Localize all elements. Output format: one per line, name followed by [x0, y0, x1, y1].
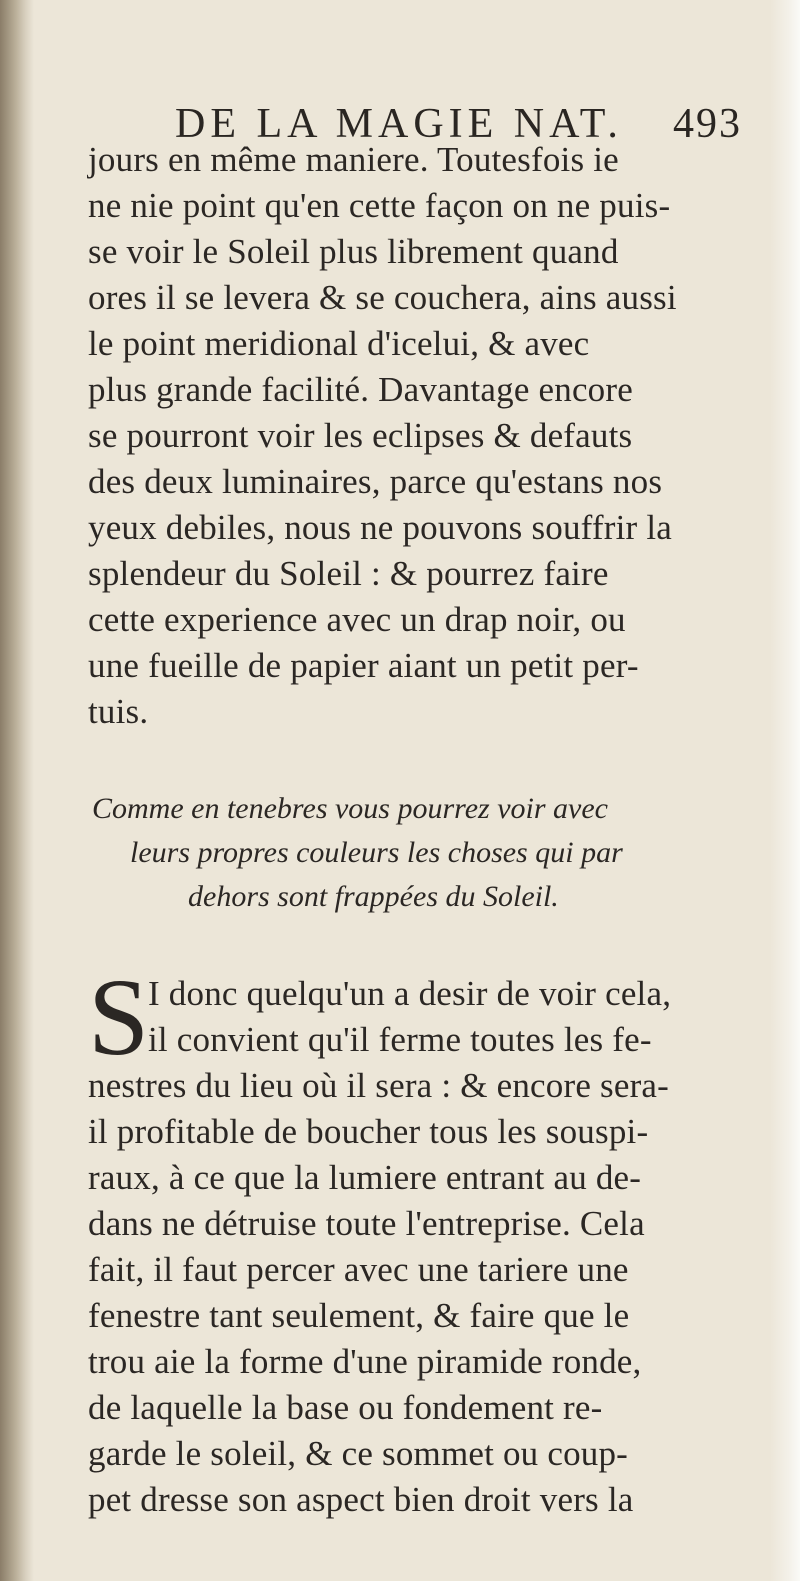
text-line: le point meridional d'icelui, & avec — [88, 324, 590, 363]
text-line: fenestre tant seulement, & faire que le — [88, 1296, 630, 1335]
page-edge — [770, 0, 800, 1581]
drop-cap: S — [88, 956, 150, 1078]
running-title: DE LA MAGIE NAT. — [175, 101, 623, 147]
text-line: garde le soleil, & ce sommet ou coup- — [88, 1434, 629, 1473]
text-line: il convient qu'il ferme toutes les fe- — [148, 1020, 652, 1059]
text-line: nestres du lieu où il sera : & encore sera- — [88, 1066, 670, 1105]
text-line: ores il se levera & se couchera, ains aussi — [88, 278, 677, 317]
page-gutter-shadow — [0, 0, 34, 1581]
heading-line: Comme en tenebres vous pourrez voir avec — [92, 792, 608, 825]
text-line: ne nie point qu'en cette façon on ne puis- — [88, 186, 671, 225]
text-line: tuis. — [88, 692, 149, 731]
text-line: splendeur du Soleil : & pourrez faire — [88, 554, 609, 593]
text-line: se pourront voir les eclipses & defauts — [88, 416, 633, 455]
text-line: fait, il faut percer avec une tariere une — [88, 1250, 629, 1289]
text-line: se voir le Soleil plus librement quand — [88, 232, 619, 271]
text-line: cette experience avec un drap noir, ou — [88, 600, 626, 639]
text-line: dans ne détruise toute l'entreprise. Cela — [88, 1204, 645, 1243]
text-line: de laquelle la base ou fondement re- — [88, 1388, 603, 1427]
text-line: I donc quelqu'un a desir de voir cela, — [148, 974, 672, 1013]
text-line: jours en même maniere. Toutesfois ie — [88, 140, 619, 179]
text-line: raux, à ce que la lumiere entrant au de- — [88, 1158, 642, 1197]
text-line: il profitable de boucher tous les souspi- — [88, 1112, 649, 1151]
text-line: trou aie la forme d'une piramide ronde, — [88, 1342, 642, 1381]
text-line: des deux luminaires, parce qu'estans nos — [88, 462, 663, 501]
text-line: pet dresse son aspect bien droit vers la — [88, 1480, 634, 1519]
text-line: plus grande facilité. Davantage encore — [88, 370, 633, 409]
page-number: 493 — [673, 101, 742, 147]
heading-line: leurs propres couleurs les choses qui par — [130, 836, 623, 869]
text-line: une fueille de papier aiant un petit per- — [88, 646, 639, 685]
text-line: yeux debiles, nous ne pouvons souffrir la — [88, 508, 672, 547]
heading-line: dehors sont frappées du Soleil. — [188, 880, 559, 913]
